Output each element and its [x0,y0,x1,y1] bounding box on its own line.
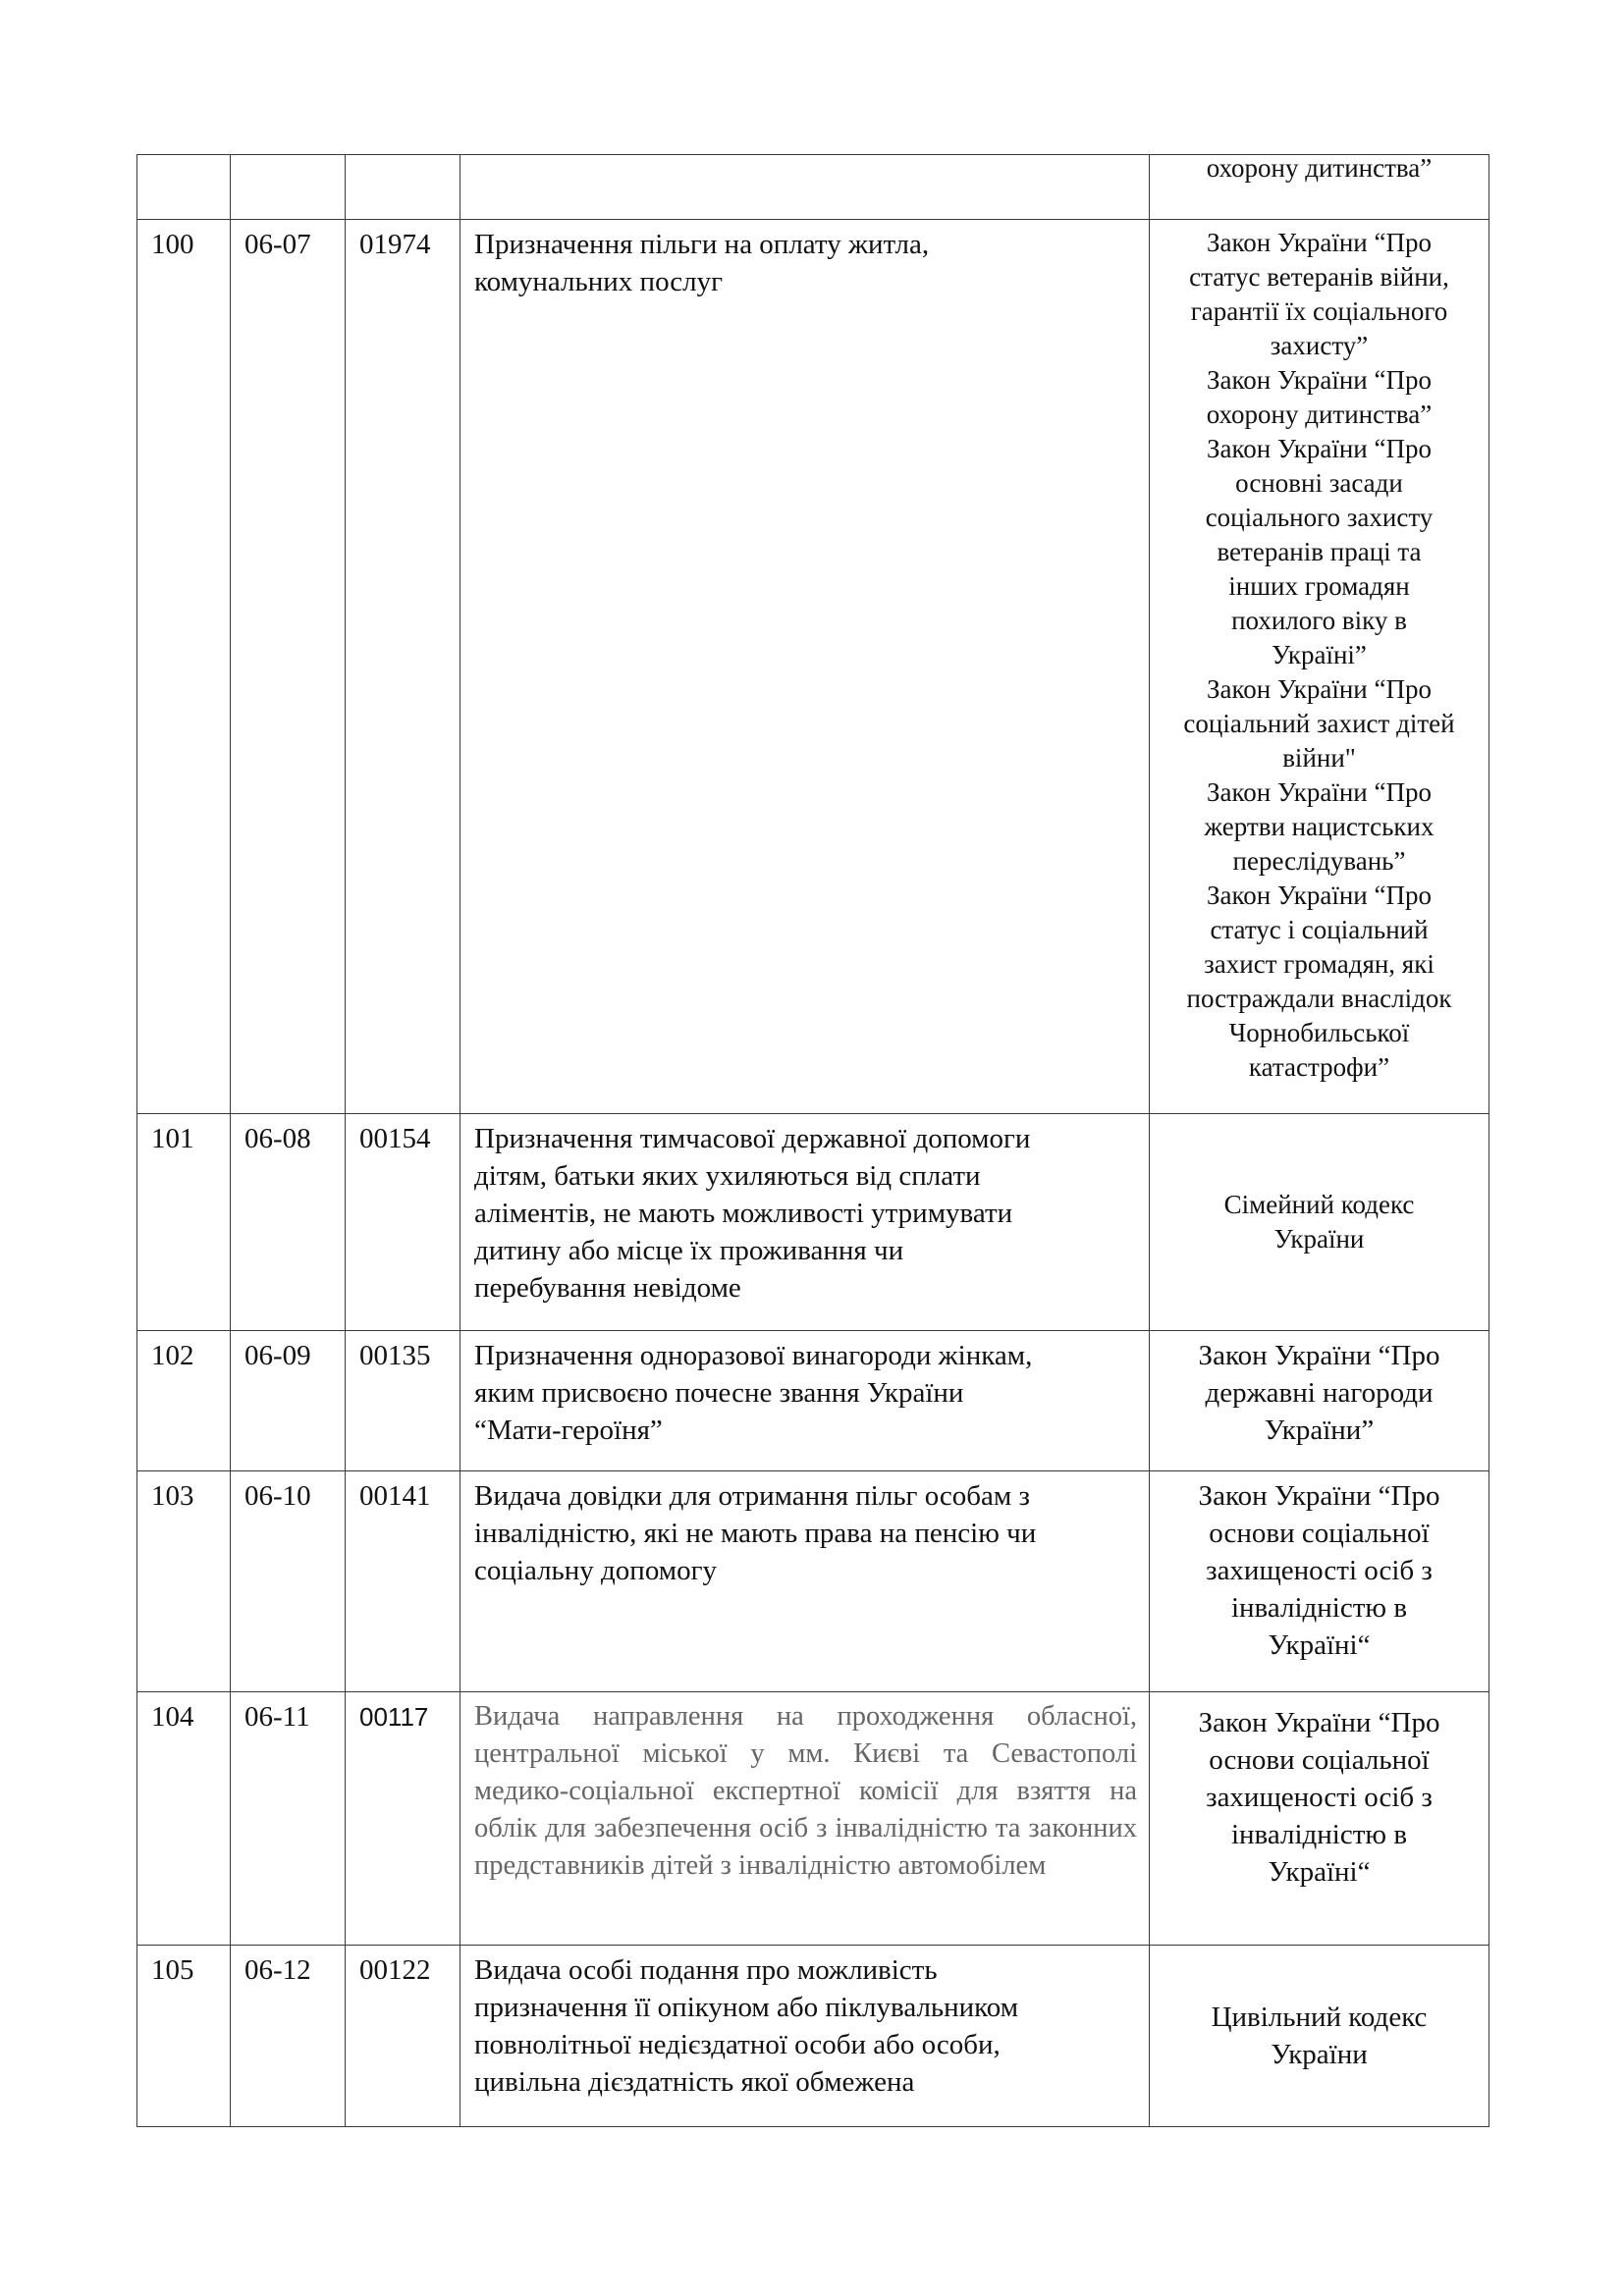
table-row [137,1331,1489,1471]
service-id-cell: 00135 [346,1331,460,1471]
table-row [137,1114,1489,1331]
table-row [137,1692,1489,1946]
service-code-cell: 06-09 [231,1331,346,1471]
service-id-cell [346,155,460,220]
service-code-cell: 06-12 [231,1946,346,2127]
service-code-cell: 06-11 [231,1692,346,1946]
service-name-cell: Видача направлення на проходження обласної, центральної міської у мм. Києві та Севастополі медико-соціальної експертної комісії для взяття на облік для забезпечення осіб з інвалідністю та законних представників дітей з інвалідністю автомобілем [460,1692,1150,1946]
legal-basis-cell [1150,1331,1489,1471]
row-number-cell: 101 [137,1114,231,1331]
service-id-cell: 00154 [346,1114,460,1331]
legal-basis-cell [1150,220,1489,1114]
row-number-cell: 105 [137,1946,231,2127]
service-id-cell: 01974 [346,220,460,1114]
legal-basis-cell [1150,1946,1489,2127]
service-code-cell: 06-07 [231,220,346,1114]
legal-basis-text: Закон України “Про статус ветеранів війни, гарантії їх соціального захисту” Закон України “Про охорону дитинства” Закон України “Про основні засади соціального захисту ветеранів праці та інших громадян похилого віку в Україні” Закон України “Про соціальний захист дітей війни" Закон України “Про жертви нацистських переслідувань” Закон України “Про статус і соціальний захист громадян, які постраждали внаслідок Чорнобильської катастрофи” [1183,228,1455,1082]
legal-basis-text: охорону дитинства” [1206,153,1433,183]
row-number-cell [137,155,231,220]
legal-basis-cell [1150,1692,1489,1946]
legal-basis-cell [1150,1114,1489,1331]
row-number-cell: 102 [137,1331,231,1471]
row-number-cell: 100 [137,220,231,1114]
row-number-cell: 103 [137,1471,231,1692]
table-row [137,1471,1489,1692]
legal-basis-cell [1150,1471,1489,1692]
legal-basis-text: Цивільний кодекс України [1211,2002,1428,2070]
service-name-cell: Призначення одноразової винагороди жінкам, яким присвоєно почесне звання України “Мати-героїня” [460,1331,1150,1471]
service-name-cell: Видача довідки для отримання пільг особам з інвалідністю, які не мають права на пенсію чи соціальну допомогу [460,1471,1150,1692]
service-code-cell: 06-10 [231,1471,346,1692]
service-code-cell [231,155,346,220]
service-code-cell: 06-08 [231,1114,346,1331]
services-table [136,154,1489,2127]
legal-basis-text: Закон України “Про основи соціальної захищеності осіб з інвалідністю в Україні“ [1198,1707,1440,1888]
table-row [137,1946,1489,2127]
service-id-cell: 00141 [346,1471,460,1692]
service-id-cell: 00122 [346,1946,460,2127]
table-row [137,155,1489,220]
service-name-cell: Призначення пільги на оплату житла, комунальних послуг [460,220,1150,1114]
table-row [137,220,1489,1114]
legal-basis-text: Закон України “Про державні нагороди України” [1198,1340,1440,1446]
service-name-cell: Призначення тимчасової державної допомоги дітям, батьки яких ухиляються від сплати аліментів, не мають можливості утримувати дитину або місце їх проживання чи перебування невідоме [460,1114,1150,1331]
legal-basis-cell [1150,155,1489,220]
row-number-cell: 104 [137,1692,231,1946]
service-id-cell: 00117 [346,1692,460,1946]
service-name-cell: Видача особі подання про можливість призначення її опікуном або піклувальником повнолітньої недієздатної особи або особи, цивільна дієздатність якої обмежена [460,1946,1150,2127]
legal-basis-text: Сімейний кодекс України [1223,1190,1415,1254]
service-name-cell [460,155,1150,220]
legal-basis-text: Закон України “Про основи соціальної захищеності осіб з інвалідністю в Україні“ [1198,1480,1440,1661]
